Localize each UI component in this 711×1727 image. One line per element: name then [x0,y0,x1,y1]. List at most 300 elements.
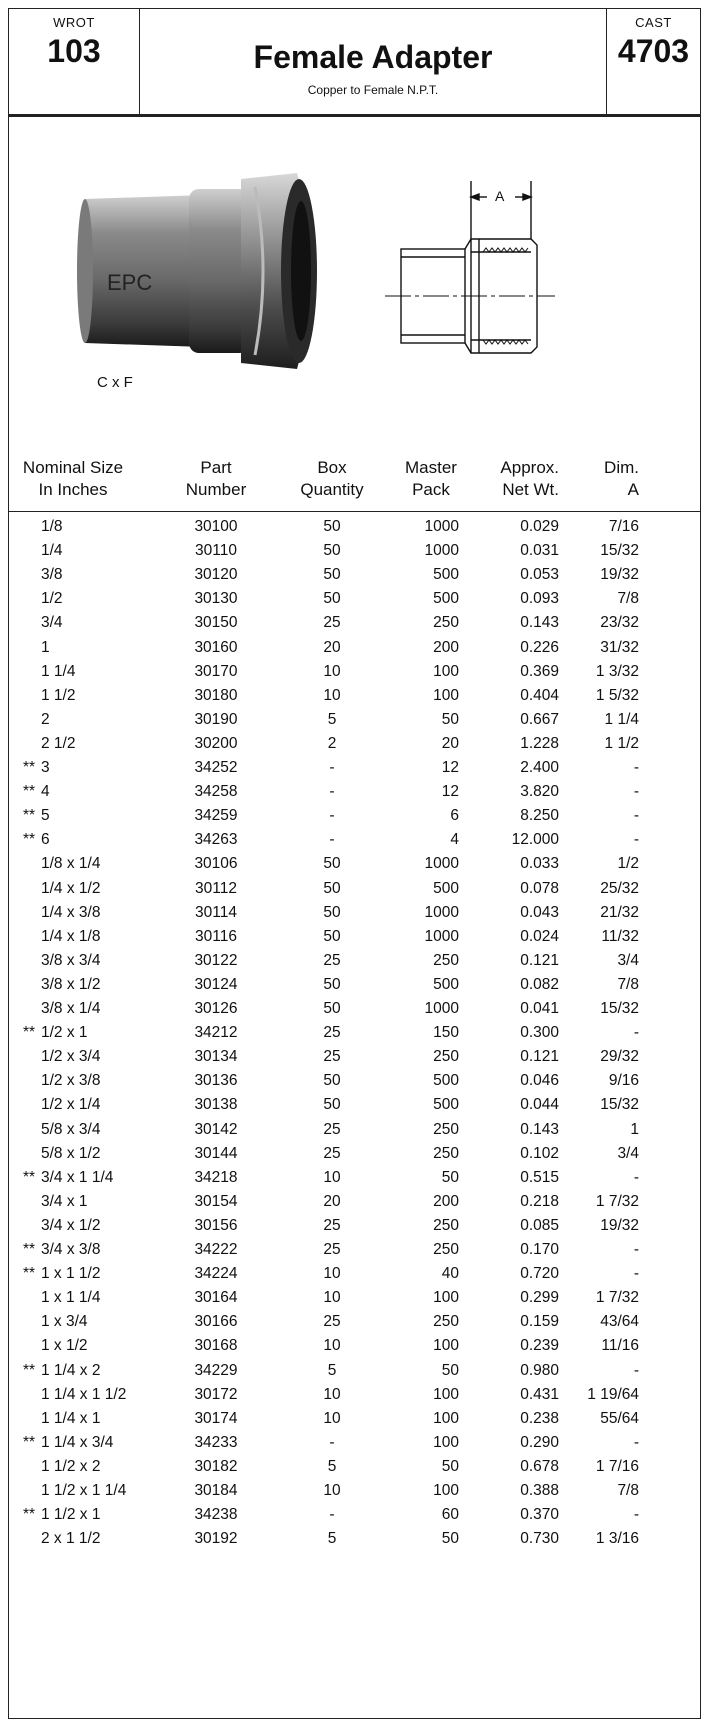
dim-a: 3/4 [617,1144,639,1162]
row-flag: ** [23,831,36,849]
master-pack: 4 [450,831,459,849]
table-row [9,831,700,852]
table-row [9,1482,700,1503]
box-quantity: - [329,1433,335,1451]
dim-a: 11/32 [601,927,639,945]
net-weight: 0.667 [520,710,559,728]
part-number: 30114 [195,903,237,921]
row-flag: ** [23,1265,36,1283]
table-row [9,735,700,756]
part-number: 30190 [194,710,238,728]
master-pack: 200 [433,638,459,656]
box-quantity: - [329,807,335,825]
part-number: 30100 [194,518,238,535]
dim-a: - [633,1024,639,1042]
net-weight: 0.159 [520,1313,559,1331]
col-header-size-line1: Nominal Size [22,458,124,477]
dim-a: 1 3/32 [595,662,639,680]
master-pack: 250 [433,1216,459,1234]
row-flag: ** [23,1433,36,1451]
nominal-size: 6 [41,831,50,849]
nominal-size: 3/4 x 1 [41,1192,88,1210]
net-weight: 0.082 [520,975,559,993]
net-weight: 0.678 [520,1457,559,1475]
dim-a: 9/16 [608,1072,639,1090]
nominal-size: 1/8 [41,518,63,535]
net-weight: 0.980 [520,1361,559,1379]
table-row [9,855,700,876]
master-pack: 1000 [424,518,459,535]
col-header-box-line2: Quantity [300,480,364,499]
nominal-size: 4 [41,783,50,801]
table-row [9,1530,700,1551]
box-quantity: - [329,831,335,849]
dim-a: - [633,831,639,849]
col-header-master [396,457,466,501]
master-pack: 250 [433,1313,459,1331]
dim-a: - [633,1506,639,1524]
master-pack: 100 [433,1433,459,1451]
nominal-size: 5/8 x 1/2 [41,1144,101,1162]
table-row [9,639,700,660]
dimension-a-label: A [495,188,505,204]
dim-a: 1/2 [617,855,639,873]
master-pack: 100 [433,1385,459,1403]
box-quantity: 50 [323,542,341,560]
net-weight: 0.121 [520,951,559,969]
part-number: 34233 [194,1433,238,1451]
dim-a: 1 1/2 [604,734,639,752]
box-quantity: 50 [323,903,341,921]
row-flag: ** [23,759,36,776]
dim-a: 55/64 [600,1409,639,1427]
net-weight: 1.228 [520,734,559,752]
part-number: 34224 [194,1265,238,1283]
nominal-size: 1/2 x 1/4 [41,1096,101,1114]
dim-a: 31/32 [600,638,639,656]
net-weight: 12.000 [511,831,559,849]
master-pack: 100 [433,1482,459,1499]
dim-a: - [633,1433,639,1451]
table-row [9,783,700,804]
box-quantity: 10 [323,1385,341,1403]
nominal-size: 1 1/2 x 1 [41,1506,101,1524]
part-number: 30150 [194,614,238,632]
net-weight: 0.031 [520,542,559,560]
nominal-size: 3/4 x 1/2 [41,1216,101,1234]
dim-a: - [633,1361,639,1379]
header-rule [9,511,700,512]
dim-a: 7/16 [608,518,639,535]
box-quantity: 10 [323,1337,341,1355]
page-subtitle: Copper to Female N.P.T. [307,83,439,97]
table-row [9,1193,700,1214]
nominal-size: 1 1/4 x 3/4 [41,1433,114,1451]
net-weight: 0.085 [520,1216,559,1234]
master-pack: 1000 [424,927,459,945]
dim-a: - [633,1265,639,1283]
table-row [9,1241,700,1262]
master-pack: 500 [433,1096,459,1114]
nominal-size: 3/8 x 3/4 [41,951,101,969]
dim-a: 1 7/32 [595,1289,639,1307]
dim-a: 1 3/16 [595,1530,639,1548]
table-row [9,1169,700,1190]
box-quantity: 10 [323,1168,341,1186]
table-row [9,1145,700,1166]
part-number: 30172 [194,1385,238,1403]
net-weight: 0.299 [520,1289,559,1307]
box-quantity: 25 [323,951,341,969]
nominal-size: 2 1/2 [41,734,76,752]
table-row [9,1289,700,1310]
row-flag: ** [23,1506,36,1524]
master-pack: 50 [441,1361,459,1379]
part-number: 30136 [194,1072,238,1090]
box-quantity: 25 [323,1120,341,1138]
nominal-size: 2 [41,710,50,728]
box-quantity: 50 [323,927,341,945]
dim-a: - [633,1168,639,1186]
nominal-size: 2 x 1 1/2 [41,1530,101,1548]
table-row [9,687,700,708]
nominal-size: 1 1/4 x 1 1/2 [41,1385,127,1403]
part-number: 30192 [194,1530,238,1548]
master-pack: 250 [433,1144,459,1162]
master-pack: 200 [433,1192,459,1210]
box-quantity: 10 [323,1289,341,1307]
nominal-size: 1/2 x 3/4 [41,1048,101,1066]
nominal-size: 1 x 3/4 [41,1313,88,1331]
dimension-drawing [385,181,555,353]
table-row [9,1217,700,1238]
part-number: 34238 [194,1506,238,1524]
net-weight: 0.290 [520,1433,559,1451]
net-weight: 0.300 [520,1024,559,1042]
box-quantity: - [329,1506,335,1524]
net-weight: 0.041 [520,1000,559,1017]
part-number: 30164 [194,1289,238,1307]
table-row [9,566,700,587]
table-row [9,1121,700,1142]
box-quantity: 50 [323,1096,341,1114]
nominal-size: 1/8 x 1/4 [41,855,101,873]
nominal-size: 1 [41,638,50,656]
part-number: 30122 [194,951,238,969]
box-quantity: 10 [323,1409,341,1427]
box-quantity: 10 [323,1265,341,1283]
master-pack: 500 [433,566,459,584]
net-weight: 0.238 [520,1409,559,1427]
table-row [9,1072,700,1093]
net-weight: 0.515 [520,1168,559,1186]
table-row [9,1265,700,1286]
table-row [9,711,700,732]
master-pack: 6 [450,807,459,825]
dim-a: 1 [630,1120,639,1138]
col-header-dim [589,457,639,501]
dim-a: - [633,807,639,825]
dim-a: 1 7/16 [595,1457,639,1475]
table-row [9,518,700,539]
table-row [9,880,700,901]
nominal-size: 3 [41,759,50,776]
box-quantity: 50 [323,590,341,608]
part-number: 30160 [194,638,238,656]
box-quantity: 50 [323,566,341,584]
nominal-size: 1 1/4 x 2 [41,1361,101,1379]
master-pack: 20 [441,734,459,752]
col-header-weight-line2: Net Wt. [502,480,559,499]
dim-a: 1 5/32 [595,686,639,704]
illustration-area [9,117,700,452]
part-number: 30182 [194,1457,238,1475]
col-header-part [171,457,261,501]
table-row [9,1362,700,1383]
col-header-weight-line1: Approx. [500,458,559,477]
part-number: 30126 [194,1000,238,1017]
box-quantity: 2 [327,734,337,752]
wrot-number: 103 [47,33,101,69]
nominal-size: 3/4 [41,614,63,632]
part-number: 34222 [194,1241,238,1258]
net-weight: 0.044 [520,1096,559,1114]
box-quantity: 50 [323,518,341,535]
box-quantity: 25 [323,1216,341,1234]
net-weight: 3.820 [520,783,559,801]
table-row [9,807,700,828]
master-pack: 100 [433,686,459,704]
box-quantity: 10 [323,662,341,680]
row-flag: ** [23,1024,36,1042]
table-row [9,1506,700,1527]
table-row [9,1096,700,1117]
nominal-size: 3/8 x 1/4 [41,1000,101,1017]
table-row [9,1313,700,1334]
master-pack: 500 [433,975,459,993]
fitting-illustration [9,117,702,452]
box-quantity: 5 [327,1361,337,1379]
box-quantity: - [329,759,335,776]
part-number: 30142 [194,1120,238,1138]
net-weight: 0.143 [520,1120,559,1138]
part-number: 30184 [194,1482,238,1499]
net-weight: 0.078 [520,879,559,897]
dim-a: 7/8 [617,590,639,608]
end-type-caption: C x F [97,374,133,391]
master-pack: 1000 [424,1000,459,1017]
col-header-size-line2: In Inches [38,480,108,499]
nominal-size: 1 x 1 1/4 [41,1289,101,1307]
table-row [9,904,700,925]
part-number: 30106 [194,855,238,873]
col-header-weight [489,457,559,501]
net-weight: 0.024 [520,927,559,945]
part-number: 30180 [194,686,238,704]
master-pack: 100 [433,1289,459,1307]
box-quantity: 50 [323,1000,341,1017]
dim-a: 15/32 [600,1000,639,1017]
dim-a: 1 7/32 [595,1192,639,1210]
dim-a: 11/16 [601,1337,639,1355]
master-pack: 60 [441,1506,459,1524]
box-quantity: 50 [323,1072,341,1090]
dim-a: 15/32 [600,542,639,560]
nominal-size: 1 1/4 x 1 [41,1409,101,1427]
nominal-size: 3/4 x 3/8 [41,1241,101,1258]
box-quantity: 25 [323,614,341,632]
nominal-size: 3/4 x 1 1/4 [41,1168,114,1186]
dim-a: - [633,783,639,801]
master-pack: 50 [441,1457,459,1475]
row-flag: ** [23,1168,36,1186]
dim-a: 25/32 [600,879,639,897]
part-number: 34252 [194,759,238,776]
part-number: 30130 [194,590,238,608]
master-pack: 250 [433,1120,459,1138]
box-quantity: 5 [327,710,337,728]
net-weight: 0.043 [520,903,559,921]
row-flag: ** [23,783,36,801]
table-row [9,1410,700,1431]
table-row [9,663,700,684]
nominal-size: 1/4 x 1/8 [41,927,101,945]
box-quantity: 10 [323,686,341,704]
cast-label: CAST [635,15,672,30]
box-quantity: - [329,783,335,801]
nominal-size: 3/8 x 1/2 [41,975,101,993]
part-number: 30166 [194,1313,238,1331]
part-number: 34212 [194,1024,238,1042]
net-weight: 0.730 [520,1530,559,1548]
net-weight: 0.029 [520,518,559,535]
col-header-box-line1: Box [317,458,347,477]
master-pack: 1000 [424,855,459,873]
master-pack: 100 [433,662,459,680]
dim-a: 1 19/64 [587,1385,639,1403]
master-pack: 500 [433,1072,459,1090]
dim-a: 7/8 [617,1482,639,1499]
box-quantity: 50 [323,879,341,897]
table-row [9,1458,700,1479]
master-pack: 100 [433,1337,459,1355]
net-weight: 0.121 [520,1048,559,1066]
master-pack: 1000 [424,903,459,921]
box-quantity: 5 [327,1457,337,1475]
net-weight: 0.388 [520,1482,559,1499]
part-number: 30112 [195,879,237,897]
nominal-size: 3/8 [41,566,63,584]
table-row [9,1048,700,1069]
net-weight: 0.218 [520,1192,559,1210]
nominal-size: 1 x 1 1/2 [41,1265,101,1283]
box-quantity: 20 [323,1192,341,1210]
box-quantity: 25 [323,1048,341,1066]
master-pack: 50 [441,1530,459,1548]
table-row [9,1434,700,1455]
part-number: 30168 [194,1337,238,1355]
nominal-size: 1 1/4 [41,662,76,680]
part-number: 30124 [194,975,238,993]
box-quantity: 25 [323,1144,341,1162]
net-weight: 0.720 [520,1265,559,1283]
part-number: 30200 [194,734,238,752]
dim-a: 29/32 [600,1048,639,1066]
master-pack: 250 [433,1048,459,1066]
box-quantity: 25 [323,1313,341,1331]
part-number: 34259 [194,807,238,825]
dim-a: - [633,1241,639,1258]
master-pack: 1000 [424,542,459,560]
dim-a: 19/32 [600,1216,639,1234]
table-row [9,1000,700,1021]
part-number: 34229 [194,1361,238,1379]
part-number: 30110 [195,542,237,560]
box-quantity: 50 [323,855,341,873]
spec-sheet [8,8,701,1719]
cast-number: 4703 [617,33,690,69]
master-pack: 500 [433,590,459,608]
net-weight: 8.250 [520,807,559,825]
col-header-part-line1: Part [200,458,232,477]
dim-a: 21/32 [600,903,639,921]
net-weight: 0.404 [520,686,559,704]
part-number: 30144 [194,1144,238,1162]
net-weight: 0.369 [520,662,559,680]
col-header-size [9,457,137,501]
nominal-size: 5/8 x 3/4 [41,1120,101,1138]
table-row [9,928,700,949]
net-weight: 2.400 [520,759,559,776]
nominal-size: 1/4 x 3/8 [41,903,101,921]
nominal-size: 1 x 1/2 [41,1337,88,1355]
part-number: 30156 [194,1216,238,1234]
header [9,9,700,117]
table-row [9,976,700,997]
nominal-size: 1 1/2 x 1 1/4 [41,1482,127,1499]
master-pack: 50 [441,710,459,728]
part-number: 34258 [194,783,238,801]
net-weight: 0.170 [520,1241,559,1258]
wrot-label: WROT [53,15,95,30]
net-weight: 0.053 [520,566,559,584]
table-row [9,952,700,973]
table-row [9,590,700,611]
nominal-size: 1/4 [41,542,63,560]
dim-a: - [633,759,639,776]
table-row [9,542,700,563]
box-quantity: 50 [323,975,341,993]
nominal-size: 1/2 x 1 [41,1024,88,1042]
master-pack: 40 [441,1265,459,1283]
part-number: 30120 [194,566,238,584]
net-weight: 0.143 [520,614,559,632]
dim-a: 23/32 [600,614,639,632]
dim-a: 7/8 [617,975,639,993]
part-number: 30154 [194,1192,238,1210]
box-quantity: 10 [323,1482,341,1499]
net-weight: 0.102 [520,1144,559,1162]
page-title: Female Adapter [253,39,493,75]
col-header-master-line1: Master [405,458,457,477]
part-number: 30170 [194,662,238,680]
col-header-dim-line2: A [627,480,639,499]
master-pack: 250 [433,1241,459,1258]
table-row [9,1024,700,1045]
box-quantity: 25 [323,1241,341,1258]
nominal-size: 1/2 x 3/8 [41,1072,101,1090]
col-header-box [282,457,382,501]
